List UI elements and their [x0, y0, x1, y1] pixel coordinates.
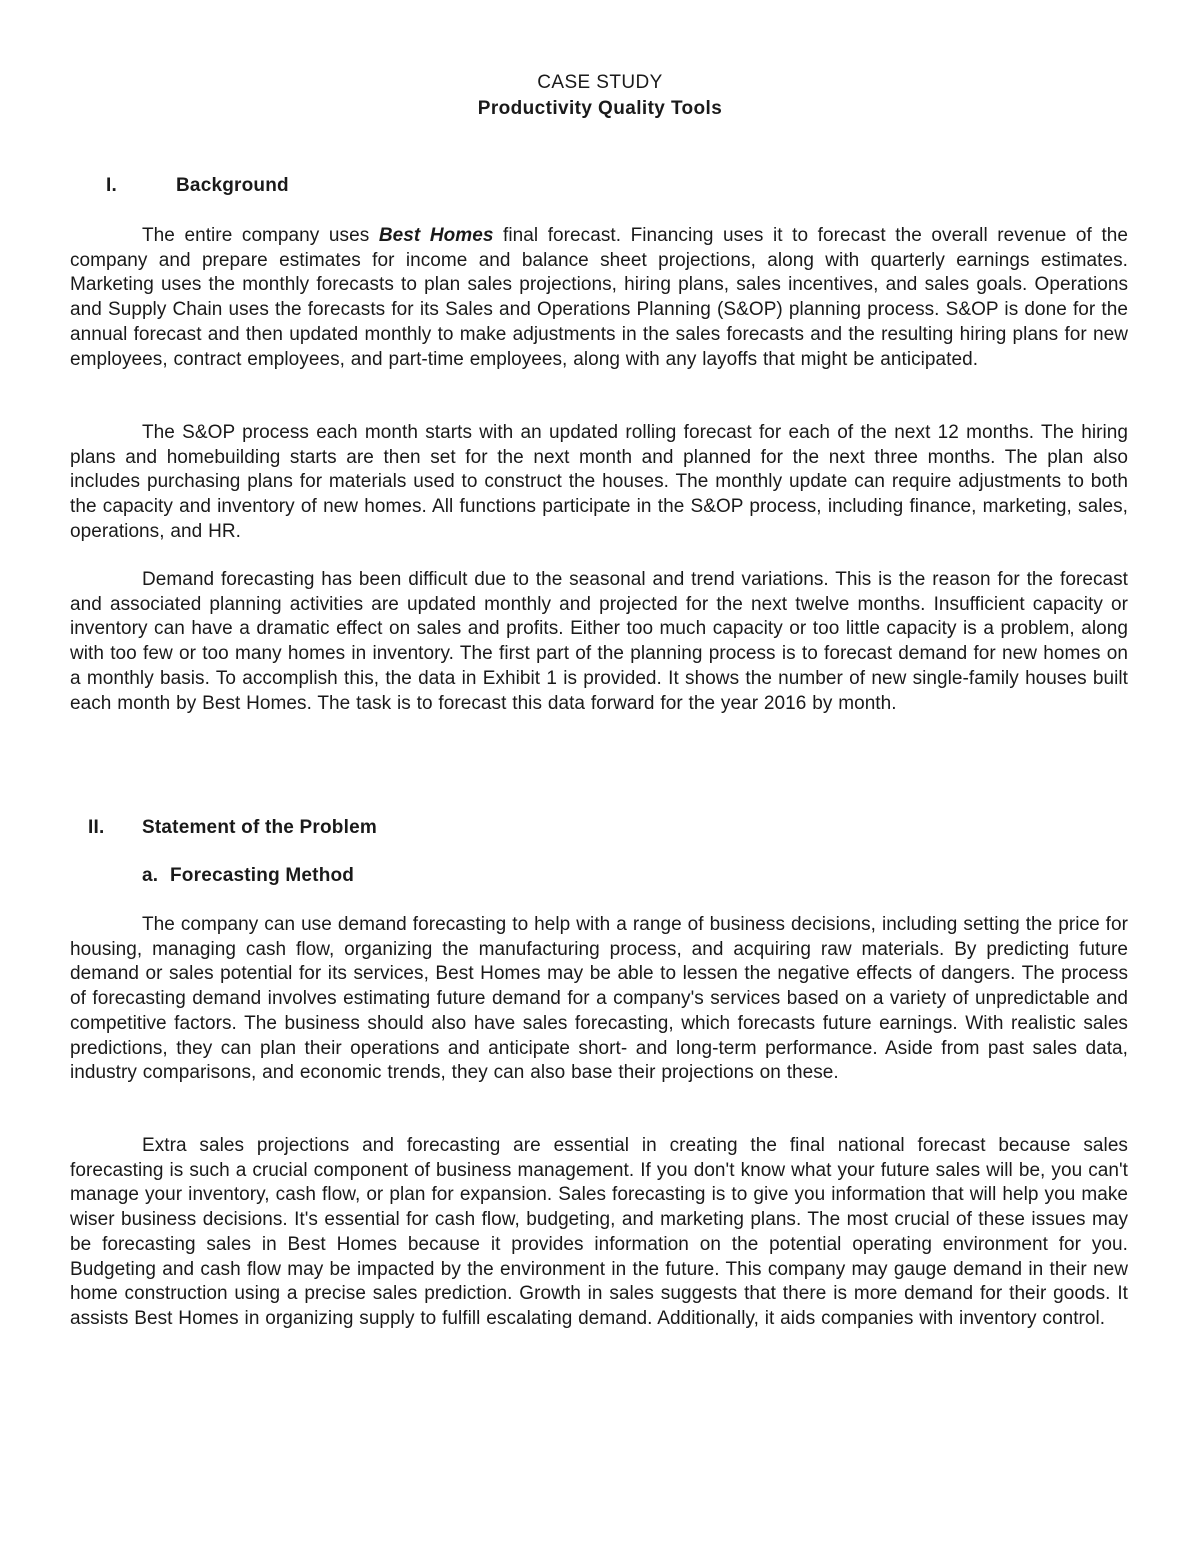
subsection-a-title: Forecasting Method — [170, 865, 355, 886]
document-title: CASE STUDY — [537, 72, 663, 93]
section-2-paragraph-1: The company can use demand forecasting to help with a range of business decisions, including setting the price for housing, managing cash flow, organizing the manufacturing process, and acquiring raw materials. By predicting future demand or sales potential for its services, Best Homes may be able to lessen the negative effects of dangers. The process of forecasting demand involves estimating future demand for a company's services based on a variety of unpredictable and competitive factors. The business should also have sales forecasting, which forecasts future earnings. With realistic sales predictions, they can plan their operations and anticipate short- and long-term performance. Aside from past sales data, industry comparisons, and economic trends, they can also base their projections on these. — [70, 914, 1128, 1084]
subsection-a-number: a. — [142, 865, 159, 886]
section-1-paragraph-2: The S&OP process each month starts with an updated rolling forecast for each of the next 12 months. The hiring plans and homebuilding starts are then set for the next month and planned for the next three months. The plan also includes purchasing plans for materials used to construct the houses. The monthly update can require adjustments to both the capacity and inventory of new homes. All functions participate in the S&OP process, including finance, marketing, sales, operations, and HR. — [70, 422, 1128, 542]
section-1-paragraph-1 — [70, 224, 1128, 372]
paragraph-1-rest: final forecast. Financing uses it to forecast the overall revenue of the company and prepare estimates for income and balance sheet projections, along with quarterly earnings estimates. Marketing uses the monthly forecasts to plan sales projections, hiring plans, sales incentives, and sales goals. Operations and Supply Chain uses the forecasts for its Sales and Operations Planning (S&OP) planning process. S&OP is done for the annual forecast and then updated monthly to make adjustments in the sales forecasts and the resulting hiring plans for new employees, contract employees, and part-time employees, along with any layoffs that might be anticipated. — [70, 225, 1129, 370]
company-name-emphasis: Best Homes — [378, 225, 494, 246]
section-2-paragraph-2: Extra sales projections and forecasting are essential in creating the final national forecast because sales forecasting is such a crucial component of business management. If you don't know what your future sales will be, you can't manage your inventory, cash flow, or plan for expansion. Sales forecasting is to give you information that will help you make wiser business decisions. It's essential for cash flow, budgeting, and marketing plans. The most crucial of these issues may be forecasting sales in Best Homes because it provides information on the potential operating environment for you. Budgeting and cash flow may be impacted by the environment in the future. This company may gauge demand in their new home construction using a precise sales prediction. Growth in sales suggests that there is more demand for their goods. It assists Best Homes in organizing supply to fulfill escalating demand. Additionally, it aids companies with inventory control. — [70, 1135, 1128, 1329]
section-2-number: II. — [88, 817, 105, 838]
section-2-title: Statement of the Problem — [142, 817, 377, 838]
section-2-heading — [88, 816, 377, 840]
section-1-paragraph-3: Demand forecasting has been difficult due to the seasonal and trend variations. This is the reason for the forecast and associated planning activities are updated monthly and projected for the next twelve months. Insufficient capacity or inventory can have a dramatic effect on sales and profits. Either too much capacity or too little capacity is a problem, along with too few or too many homes in inventory. The first part of the planning process is to forecast demand for new homes on a monthly basis. To accomplish this, the data in Exhibit 1 is provided. It shows the number of new single-family houses built each month by Best Homes. The task is to forecast this data forward for the year 2016 by month. — [70, 569, 1128, 714]
document-subtitle: Productivity Quality Tools — [477, 98, 723, 119]
title-block — [0, 70, 1200, 122]
section-1-title: Background — [176, 175, 289, 196]
section-1-number: I. — [106, 175, 117, 196]
paragraph-1-start: The entire company uses — [142, 225, 379, 246]
section-1-heading — [106, 174, 289, 198]
subsection-a-heading — [142, 864, 354, 888]
